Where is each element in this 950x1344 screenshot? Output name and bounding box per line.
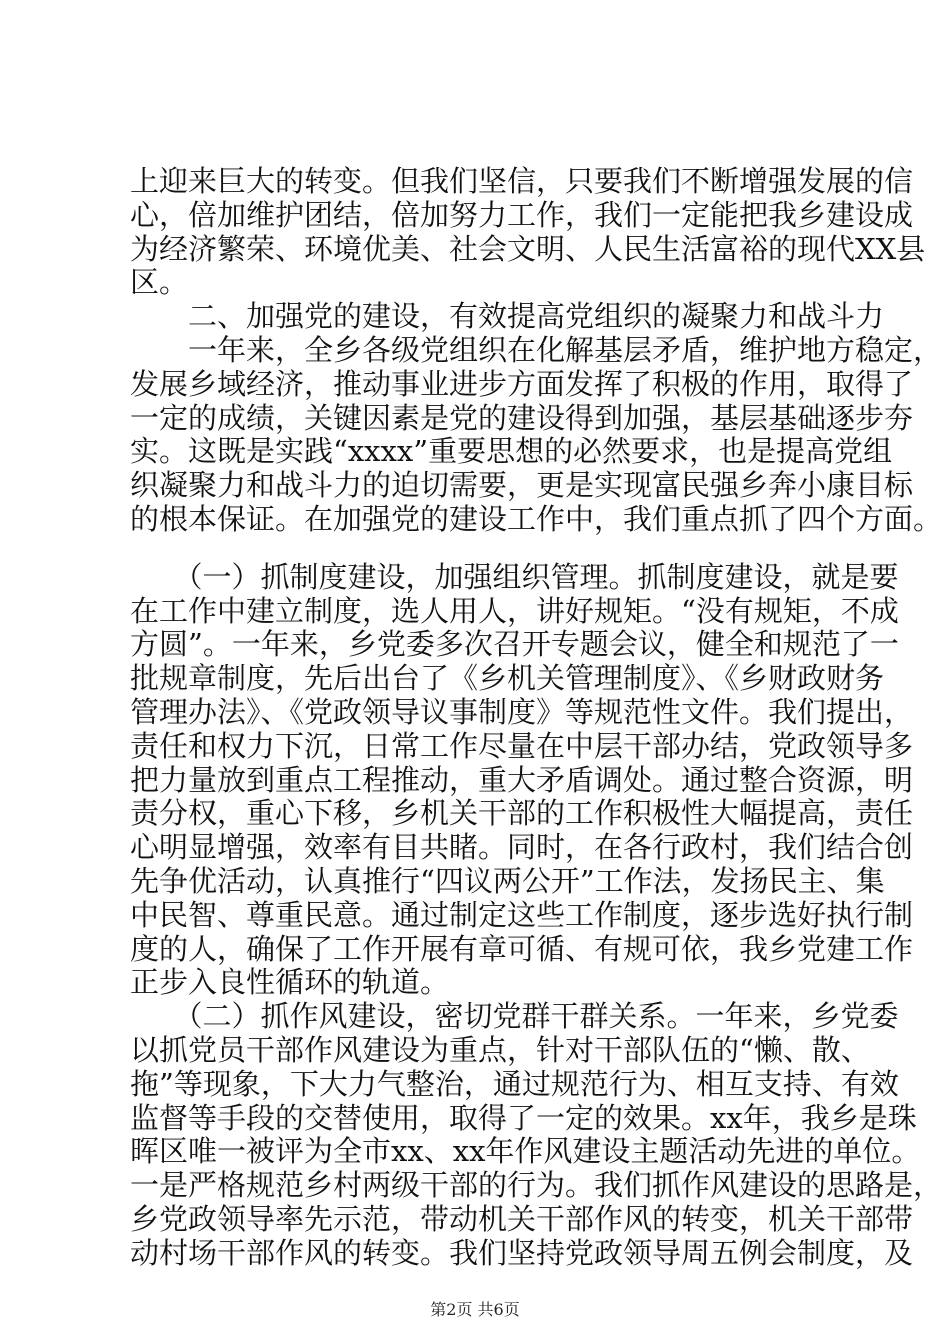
text-line: 一年来，全乡各级党组织在化解基层矛盾，维护地方稳定，: [130, 332, 943, 367]
text-line: 一是严格规范乡村两级干部的行为。我们抓作风建设的思路是，: [130, 1168, 943, 1203]
text-line: 方圆”。一年来，乡党委多次召开专题会议，健全和规范了一: [130, 627, 899, 662]
section-heading: 二、加强党的建设，有效提高党组织的凝聚力和战斗力: [130, 299, 885, 334]
text-line: 中民智、尊重民意。通过制定这些工作制度，逐步选好执行制: [130, 897, 914, 932]
text-line: 责任和权力下沉，日常工作尽量在中层干部办结，党政领导多: [130, 728, 914, 763]
text-line: 心明显增强，效率有目共睹。同时，在各行政村，我们结合创: [130, 830, 914, 865]
text-line: 管理办法》、《党政领导议事制度》等规范性文件。我们提出，: [130, 694, 914, 729]
text-line: 发展乡域经济，推动事业进步方面发挥了积极的作用，取得了: [130, 366, 914, 401]
text-line: 先争优活动，认真推行“四议两公开”工作法，发扬民主、集: [130, 863, 885, 898]
paragraph-gap: [130, 537, 850, 561]
text-line: 织凝聚力和战斗力的迫切需要，更是实现富民强乡奔小康目标: [130, 468, 914, 503]
text-line: （一）抓制度建设，加强组织管理。抓制度建设，就是要: [130, 559, 899, 594]
text-line: 一定的成绩，关键因素是党的建设得到加强，基层基础逐步夯: [130, 400, 914, 435]
paragraph-party-building: [130, 332, 943, 537]
page-footer: 第2页 共6页: [430, 1300, 520, 1319]
text-line: 动村场干部作风的转变。我们坚持党政领导周五例会制度，及: [130, 1235, 914, 1270]
text-line: 正步入良性循环的轨道。: [130, 965, 450, 1000]
paragraph-work-style: [130, 999, 943, 1270]
text-line: 上迎来巨大的转变。但我们坚信，只要我们不断增强发展的信: [130, 164, 914, 198]
text-line: 责分权，重心下移，乡机关干部的工作积极性大幅提高，责任: [130, 796, 914, 831]
text-line: 把力量放到重点工程推动，重大矛盾调处。通过整合资源，明: [130, 762, 914, 797]
text-line: 度的人，确保了工作开展有章可循、有规可依，我乡党建工作: [130, 931, 914, 966]
paragraph-system-building: [130, 559, 914, 1000]
text-line: 乡党政领导率先示范，带动机关干部作风的转变，机关干部带: [130, 1201, 914, 1236]
text-line: 在工作中建立制度，选人用人，讲好规矩。“没有规矩，不成: [130, 593, 899, 628]
paragraph-continuation: [130, 164, 926, 300]
document-body: [130, 164, 943, 1271]
text-line: 晖区唯一被评为全市xx、xx年作风建设主题活动先进的单位。: [130, 1134, 921, 1169]
text-line: 实。这既是实践“xxxx”重要思想的必然要求，也是提高党组: [130, 434, 893, 469]
text-line: 拖”等现象，下大力气整治，通过规范行为、相互支持、有效: [130, 1066, 899, 1101]
text-line: 心，倍加维护团结，倍加努力工作，我们一定能把我乡建设成: [130, 197, 914, 232]
text-line: 为经济繁荣、环境优美、社会文明、人民生活富裕的现代XX县: [130, 231, 926, 266]
text-line: 的根本保证。在加强党的建设工作中，我们重点抓了四个方面。: [130, 501, 943, 536]
text-line: 区。: [130, 265, 189, 300]
text-line: （二）抓作风建设，密切党群干群关系。一年来，乡党委: [130, 999, 899, 1034]
text-line: 批规章制度，先后出台了《乡机关管理制度》、《乡财政财务: [130, 661, 885, 696]
text-line: 以抓党员干部作风建设为重点，针对干部队伍的“懒、散、: [130, 1032, 870, 1067]
text-line: 监督等手段的交替使用，取得了一定的效果。xx年，我乡是珠: [130, 1100, 917, 1135]
